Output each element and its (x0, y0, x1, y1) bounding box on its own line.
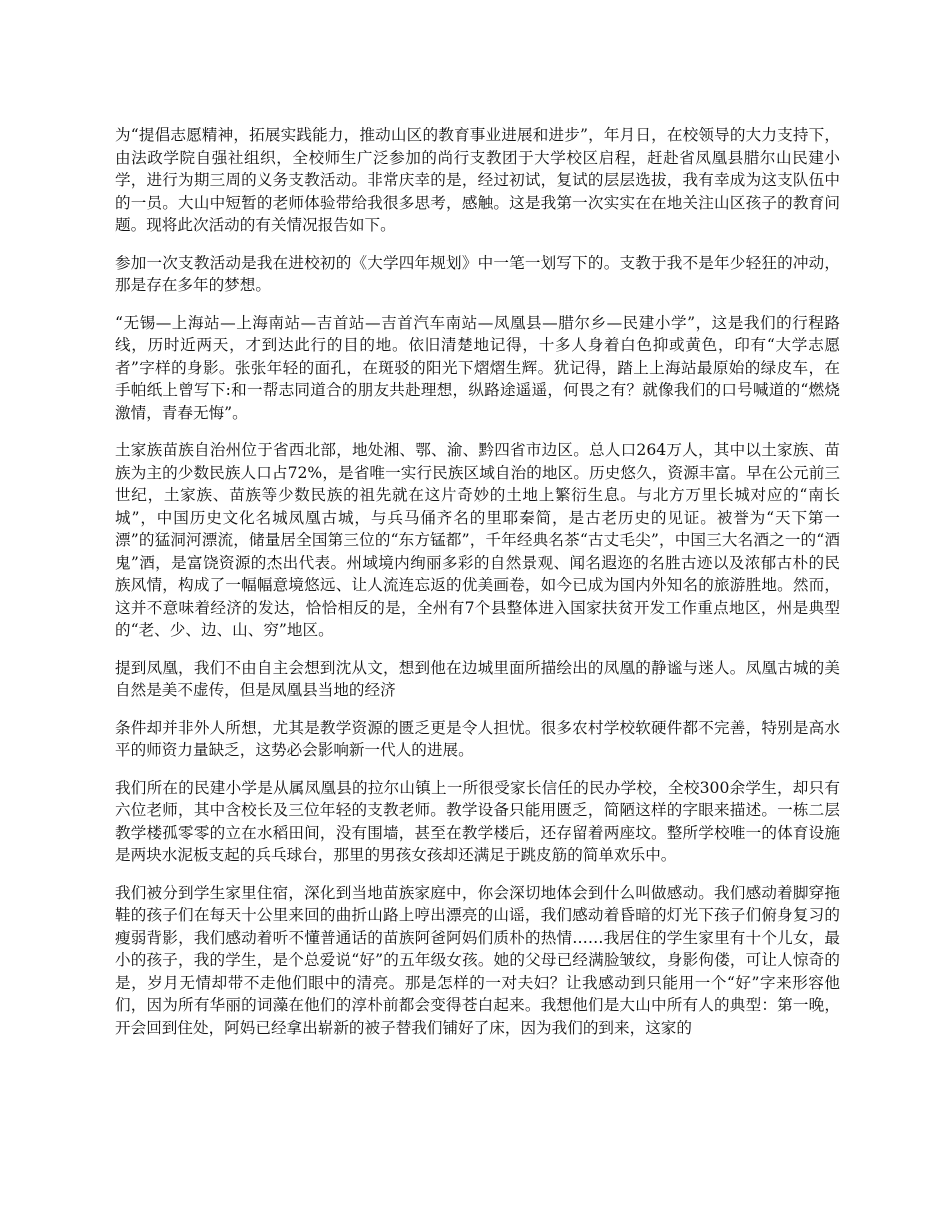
paragraph-plan: 参加一次支教活动是我在进校初的《大学四年规划》中一笔一划写下的。支教于我不是年少轻狂的冲动，那是存在多年的梦想。 (115, 253, 840, 294)
paragraph-conditions: 条件却并非外人所想，尤其是教学资源的匮乏更是令人担忧。很多农村学校软硬件都不完善，特别是高水平的师资力量缺乏，这势必会影响新一代人的进展。 (115, 718, 840, 759)
paragraph-intro: 为“提倡志愿精神，拓展实践能力，推动山区的教育事业进展和进步”，年月日，在校领导的大力支持下，由法政学院自强社组织，全校师生广泛参加的尚行支教团于大学校区启程，赶赴省凤凰县腊尔山民建小学，进行为期三周的义务支教活动。非常庆幸的是，经过初试，复试的层层选拔，我有幸成为这支队伍中的一员。大山中短暂的老师体验带给我很多思考，感触。这是我第一次实实在在地关注山区孩子的教育问题。现将此次活动的有关情况报告如下。 (115, 126, 840, 234)
paragraph-region: 土家族苗族自治州位于省西北部，地处湘、鄂、渝、黔四省市边区。总人口264万人，其中以土家族、苗族为主的少数民族人口占72%，是省唯一实行民族区域自治的地区。历史悠久，资源丰富。早在公元前三世纪，土家族、苗族等少数民族的祖先就在这片奇妙的土地上繁衍生息。与北方万里长城对应的“南长城”，中国历史文化名城凤凰古城，与兵马俑齐名的里耶秦简，是古老历史的见证。被誉为“天下第一漂”的猛洞河漂流，储量居全国第三位的“东方锰都”，千年经典名茶“古丈毛尖”，中国三大名酒之一的“酒鬼”酒，是富饶资源的杰出代表。州域境内绚丽多彩的自然景观、闻名遐迩的名胜古迹以及浓郁古朴的民族风情，构成了一幅幅意境悠远、让人流连忘返的优美画卷，如今已成为国内外知名的旅游胜地。然而，这并不意味着经济的发达，恰恰相反的是，全州有7个县整体进入国家扶贫开发工作重点地区，州是典型的“老、少、边、山、穷”地区。 (115, 441, 840, 639)
document-body (115, 124, 840, 1054)
paragraph-route: “无锡—上海站—上海南站—吉首站—吉首汽车南站—凤凰县—腊尔乡—民建小学”，这是我们的行程路线，历时近两天，才到达此行的目的地。依旧清楚地记得，十多人身着白色抑或黄色，印有“大学志愿者”字样的身影。张张年轻的面孔，在斑驳的阳光下熠熠生辉。犹记得，踏上上海站最原始的绿皮车，在手帕纸上曾写下:和一帮志同道合的朋友共赴理想，纵路途遥遥，何畏之有？就像我们的口号喊道的“燃烧激情，青春无悔”。 (115, 313, 840, 422)
paragraph-homestay: 我们被分到学生家里住宿，深化到当地苗族家庭中，你会深切地体会到什么叫做感动。我们感动着脚穿拖鞋的孩子们在每天十公里来回的曲折山路上哼出漂亮的山谣，我们感动着昏暗的灯光下孩子们俯身复习的瘦弱背影，我们感动着听不懂普通话的苗族阿爸阿妈们质朴的热情……我居住的学生家里有十个儿女，最小的孩子，我的学生，是个总爱说“好”的五年级女孩。她的父母已经满脸皱纹，身影佝偻，可让人惊奇的是，岁月无情却带不走他们眼中的清亮。那是怎样的一对夫妇？让我感动到只能用一个“好”字来形容他们，因为所有华丽的词藻在他们的淳朴前都会变得苍白起来。我想他们是大山中所有人的典型：第一晚，开会回到住处，阿妈已经拿出崭新的被子替我们铺好了床，因为我们的到来，这家的 (115, 883, 840, 1037)
paragraph-fenghuang: 提到凤凰，我们不由自主会想到沈从文，想到他在边城里面所描绘出的凤凰的静谧与迷人。凤凰古城的美自然是美不虚传，但是凤凰县当地的经济 (115, 658, 840, 699)
paragraph-school: 我们所在的民建小学是从属凤凰县的拉尔山镇上一所很受家长信任的民办学校，全校300余学生，却只有六位老师，其中含校长及三位年轻的支教老师。教学设备只能用匮乏，简陋这样的字眼来描述。一栋二层教学楼孤零零的立在水稻田间，没有围墙，甚至在教学楼后，还存留着两座坟。整所学校唯一的体育设施是两块水泥板支起的兵乓球台，那里的男孩女孩却还满足于跳皮筋的简单欢乐中。 (115, 778, 840, 864)
